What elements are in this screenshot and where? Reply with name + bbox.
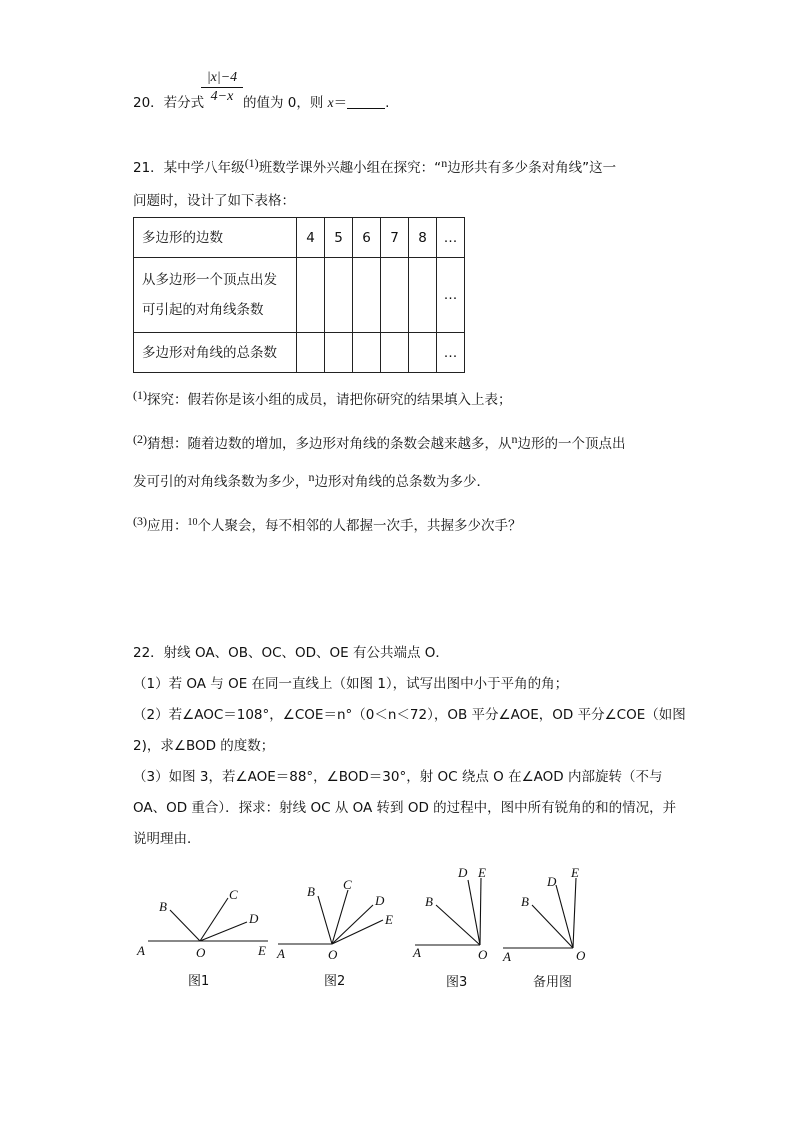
q20-prefix: 20．若分式 — [133, 95, 205, 111]
q21-part2-number: (2) — [133, 432, 147, 446]
q21-n: n — [441, 156, 448, 170]
q22-line4: 2)，求∠BOD 的度数； — [133, 738, 275, 754]
table-side-cell: 6 — [353, 218, 381, 258]
q20-variable: x — [327, 95, 334, 110]
fig2-label-b: B — [307, 884, 315, 899]
q22-line7: 说明理由． — [133, 831, 201, 847]
q21-part2-line2-a: 发可引的对角线条数为多少， — [133, 474, 309, 490]
fig2-label-a: A — [277, 946, 285, 961]
q21-part2-n: n — [308, 470, 315, 484]
table-side-cell: 7 — [381, 218, 409, 258]
q20-numerator: |x|−4 — [206, 70, 238, 85]
fig1-ray-ob — [170, 910, 200, 941]
fig3-caption: 图3 — [446, 975, 468, 990]
fig3-label-a: A — [413, 945, 421, 960]
fig2-label-c: C — [343, 877, 352, 892]
table-side-cell: 4 — [297, 218, 325, 258]
fig2-label-e: E — [385, 912, 393, 927]
q20-middle: 的值为 0，则 — [243, 95, 328, 111]
fig3-ray-oe — [480, 878, 481, 945]
q21-part1-text: 探究：假若你是该小组的成员，请把你研究的结果填入上表； — [147, 392, 512, 408]
fig3-label-b: B — [425, 894, 433, 909]
q21-class-number: (1) — [244, 156, 259, 170]
q21-intro-b: 班数学课外兴趣小组在探究：“ — [258, 160, 442, 176]
table-row2-label-a: 从多边形一个顶点出发 — [142, 272, 277, 288]
table-row2-label-b: 可引起的对角线条数 — [142, 302, 264, 318]
table-row3-label: 多边形对角线的总条数 — [134, 333, 297, 373]
table-side-cell: 5 — [325, 218, 353, 258]
q22-line3: （2）若∠AOC＝108°，∠COE＝n°（0＜n＜72），OB 平分∠AOE，OD 平分∠COE（如图 — [133, 707, 686, 723]
fig2-ray-ob — [318, 896, 332, 944]
q22-line1: 22．射线 OA、OB、OC、OD、OE 有公共端点 O． — [133, 645, 449, 661]
q22-line6: OA、OD 重合）．探求：射线 OC 从 OA 转到 OD 的过程中，图中所有锐角的和的情况，并 — [133, 800, 677, 816]
q20-equals: ＝ — [333, 95, 348, 111]
fig1-label-b: B — [159, 899, 167, 914]
fig1-ray-oc — [200, 898, 228, 941]
fig1-label-o: O — [196, 945, 206, 960]
table-side-cell: 8 — [409, 218, 437, 258]
q20-end: . — [385, 95, 390, 111]
fig1-label-c: C — [229, 887, 238, 902]
table-row1-label: 多边形的边数 — [134, 218, 297, 258]
fig4-label-b: B — [521, 894, 529, 909]
fig2-caption: 图2 — [324, 974, 346, 989]
table-side-cell: … — [437, 218, 465, 258]
q21-intro-c: 边形共有多少条对角线”这一 — [447, 160, 617, 176]
fig4-label-a: A — [503, 949, 511, 964]
q21-part2-line2-b: 边形对角线的总条数为多少． — [314, 474, 490, 490]
q20-denominator: 4−x — [210, 89, 234, 104]
fig4-caption: 备用图 — [533, 975, 573, 990]
fig3-label-o: O — [478, 947, 488, 962]
fig1-label-a: A — [137, 943, 145, 958]
fig2-label-d: D — [375, 893, 385, 908]
table-ellipsis-cell: … — [437, 258, 465, 333]
q21-intro-a: 21．某中学八年级 — [133, 160, 245, 176]
q21-part1-number: (1) — [133, 388, 147, 402]
table-ellipsis-cell: … — [437, 333, 465, 373]
fig4-label-o: O — [576, 948, 586, 963]
q21-part2-text-b: 边形的一个顶点出 — [517, 436, 626, 452]
q21-part2-n: n — [511, 432, 518, 446]
fig3-label-d: D — [458, 865, 468, 880]
fig1-ray-od — [200, 922, 247, 941]
q21-part3-text-a: 应用： — [147, 518, 188, 534]
q21-intro-line2: 问题时，设计了如下表格： — [133, 193, 295, 209]
fig4-label-d: D — [547, 874, 557, 889]
fig1-label-e: E — [258, 943, 266, 958]
fig2-label-o: O — [328, 947, 338, 962]
fig1-label-d: D — [249, 911, 259, 926]
fig3-label-e: E — [478, 865, 486, 880]
fig4-label-e: E — [571, 865, 579, 880]
q21-part2-text-a: 猜想：随着边数的增加，多边形对角线的条数会越来越多，从 — [147, 436, 512, 452]
q22-line5: （3）如图 3，若∠AOE＝88°，∠BOD＝30°，射 OC 绕点 O 在∠AOD 内部旋转（不与 — [133, 769, 663, 785]
fig1-caption: 图1 — [188, 974, 210, 989]
fig2-ray-oe — [332, 920, 383, 944]
q21-part3-ten: 10 — [187, 517, 198, 528]
q21-part3-number: (3) — [133, 514, 147, 528]
q22-line2: （1）若 OA 与 OE 在同一直线上（如图 1），试写出图中小于平角的角； — [133, 676, 569, 692]
q21-part3-text-b: 个人聚会，每不相邻的人都握一次手，共握多少次手？ — [197, 518, 522, 534]
fig4-ray-oe — [573, 878, 576, 948]
